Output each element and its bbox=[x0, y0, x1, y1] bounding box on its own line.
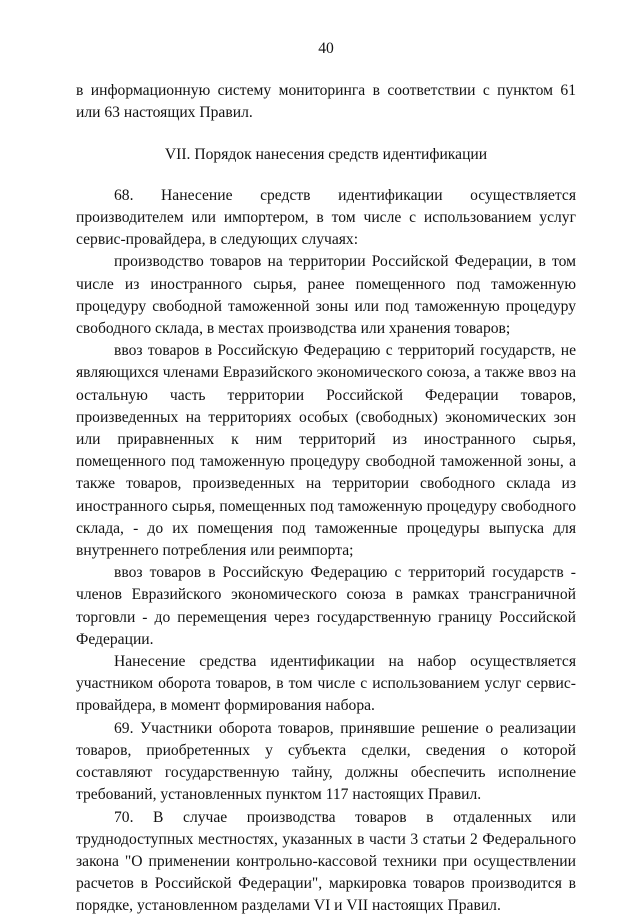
section-heading: VII. Порядок нанесения средств идентификации bbox=[164, 145, 488, 163]
paragraph-import-non-eaeu: ввоз товаров в Российскую Федерацию с территорий государств, не являющихся членами Евразийского экономического союза, а также ввоз на остальную часть территории Российской Федерации товаров, произведенных на территориях особых (свободных) экономических зон или приравненных к ним территорий из иностранного сырья, помещенного под таможенную процедуру свободной таможенной зоны, а также товаров, произведенных на территории свободного склада из иностранного сырья, помещенных под таможенную процедуру свободного склада, - до их помещения под таможенные процедуры выпуска для внутреннего потребления или реимпорта; bbox=[76, 342, 576, 560]
paragraph-69: 69. Участники оборота товаров, принявшие решение о реализации товаров, приобретенных у субъекта сделки, сведения о которой составляют государственную тайну, должны обеспечить исполнение требований, установленных пунктом 117 настоящих Правил. bbox=[76, 719, 576, 804]
paragraph-set-marking: Нанесение средства идентификации на набор осуществляется участником оборота товаров, в том числе с использованием услуг сервис-провайдера, в момент формирования набора. bbox=[76, 653, 576, 715]
page-number: 40 bbox=[318, 40, 334, 57]
paragraph-70: 70. В случае производства товаров в отдаленных или труднодоступных местностях, указанных в части 3 статьи 2 Федерального закона "О применении контрольно-кассовой техники при осуществлении расчетов в Российской Федерации", маркировка товаров производится в порядке, установленном разделами VI и VII настоящих Правил. bbox=[76, 808, 576, 915]
paragraph-continuation: в информационную систему мониторинга в соответствии с пунктом 61 или 63 настоящих Правил. bbox=[76, 82, 576, 122]
paragraph-68: 68. Нанесение средств идентификации осуществляется производителем или импортером, в том числе с использованием услуг сервис-провайдера, в следующих случаях: bbox=[76, 186, 576, 249]
paragraph-production: производство товаров на территории Российской Федерации, в том числе из иностранного сырья, ранее помещенного под таможенную процедуру свободной таможенной зоны или под таможенную процедуру свободного склада, в местах производства или хранения товаров; bbox=[76, 253, 576, 338]
paragraph-import-eaeu: ввоз товаров в Российскую Федерацию с территорий государств - членов Евразийского экономического союза в рамках трансграничной торговли - до перемещения через государственную границу Российской Федерации. bbox=[76, 564, 576, 648]
